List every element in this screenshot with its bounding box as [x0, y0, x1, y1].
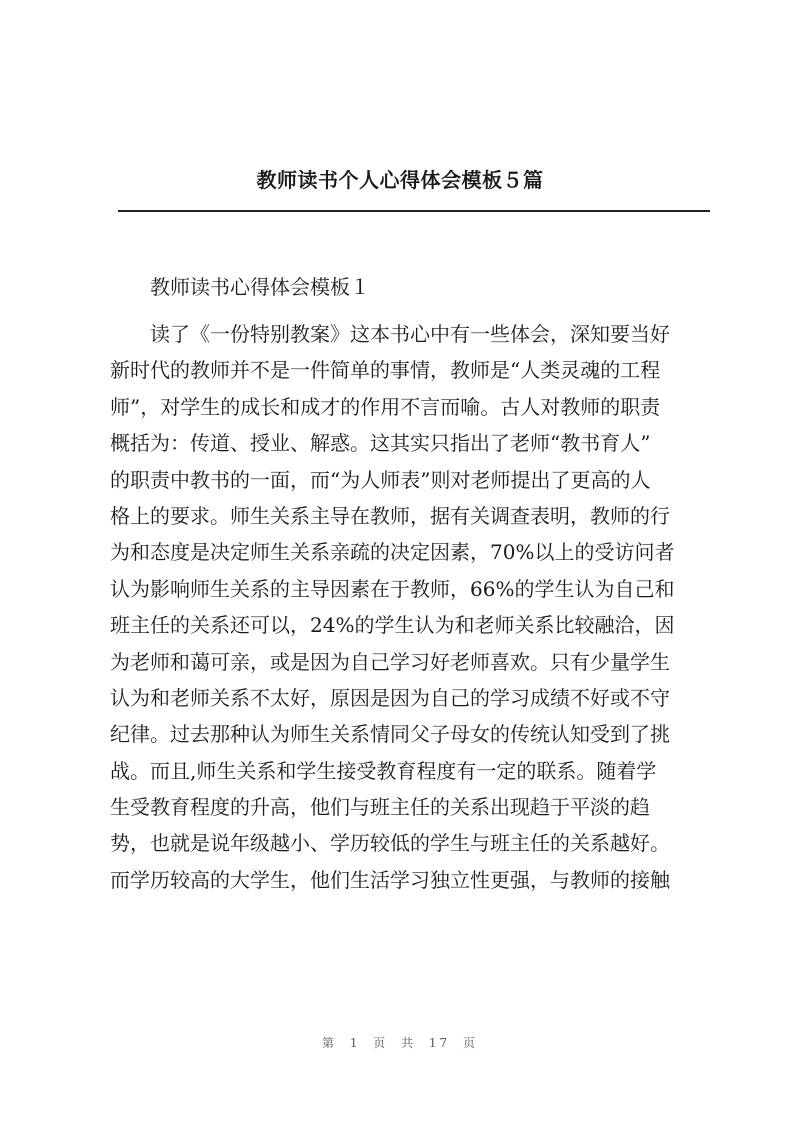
body-line: 师”，对学生的成长和成才的作用不言而喻。古人对教师的职责 [110, 394, 661, 419]
body-line: 班主任的关系还可以，24%的学生认为和老师关系比较融洽，因 [110, 613, 675, 638]
body-line: 格上的要求。师生关系主导在教师，据有关调查表明，教师的行 [110, 503, 670, 528]
body-line: 势，也就是说年级越小、学历较低的学生与班主任的关系越好。 [110, 831, 670, 856]
body-line: 新时代的教师并不是一件简单的事情，教师是“人类灵魂的工程 [110, 358, 661, 383]
body-line: 的职责中教书的一面，而“为人师表”则对老师提出了更高的人 [110, 467, 651, 492]
document-title: 教师读书个人心得体会模板５篇 [256, 168, 544, 192]
body-line: 认为和老师关系不太好，原因是因为自己的学习成绩不好或不守 [110, 685, 670, 710]
body-line: 纪律。过去那种认为师生关系情同父子母女的传统认知受到了挑 [110, 722, 670, 747]
body-line: 为老师和蔼可亲，或是因为自己学习好老师喜欢。只有少量学生 [110, 649, 670, 674]
body-line: 战。而且,师生关系和学生接受教育程度有一定的联系。随着学 [110, 758, 657, 783]
body-line: 而学历较高的大学生，他们生活学习独立性更强，与教师的接触 [110, 867, 670, 892]
body-line: 为和态度是决定师生关系亲疏的决定因素，70%以上的受访问者 [110, 540, 675, 565]
body-line: 生受教育程度的升高，他们与班主任的关系出现趋于平淡的趋 [110, 795, 650, 820]
section-heading: 教师读书心得体会模板１ [150, 275, 370, 299]
body-line: 概括为：传道、授业、解惑。这其实只指出了老师“教书育人” [110, 431, 651, 456]
page-number-footer: 第 1 页 共 17 页 [322, 1036, 478, 1050]
body-line: 认为影响师生关系的主导因素在于教师，66%的学生认为自己和 [110, 576, 675, 601]
body-paragraph [110, 316, 710, 898]
body-line: 读了《一份特别教案》这本书心中有一些体会，深知要当好 [150, 322, 670, 346]
title-underline [118, 210, 710, 212]
